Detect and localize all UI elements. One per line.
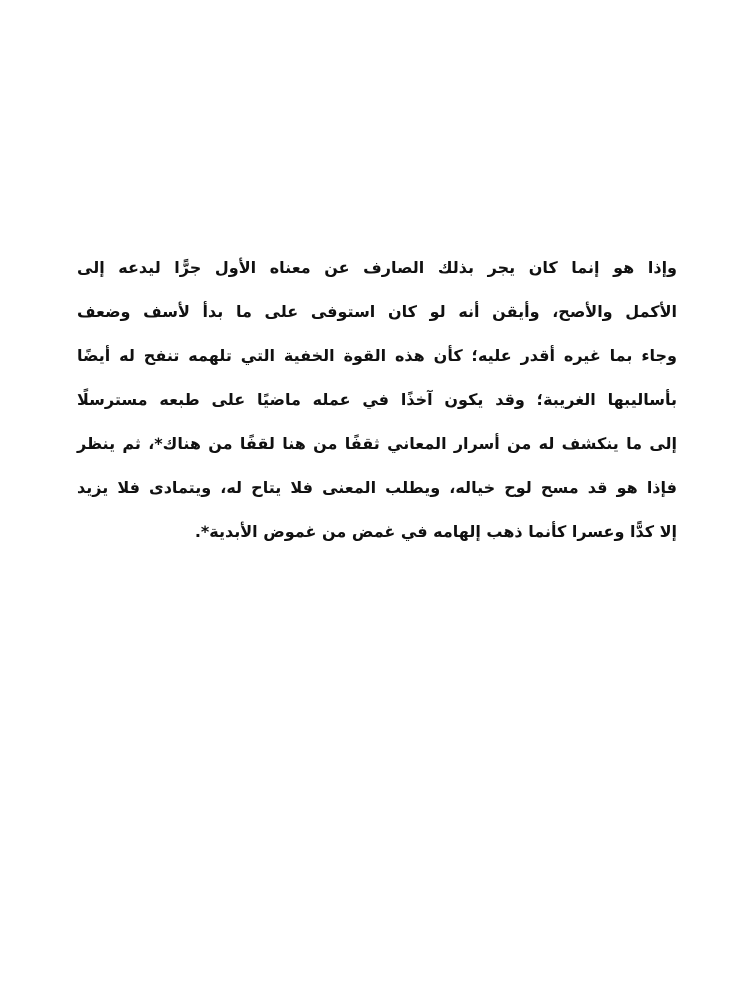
- arabic-paragraph: [77, 246, 677, 554]
- paragraph-line-4: بأساليبها الغريبة؛ وقد يكون آخذًا في عمله ماضيًا على طبعه مسترسلًا: [77, 390, 677, 409]
- paragraph-line-2: الأكمل والأصح، وأيقن أنه لو كان استوفى على ما بدأ لأسف وضعف: [77, 302, 677, 321]
- paragraph-line-5: إلى ما ينكشف له من أسرار المعاني ثقفًا من هنا لقفًا من هناك*، ثم ينظر: [77, 434, 677, 453]
- paragraph-line-3: وجاء بما غيره أقدر عليه؛ كأن هذه القوة الخفية التي تلهمه تنفح له أيضًا: [77, 346, 677, 365]
- paragraph-line-1: وإذا هو إنما كان يجر بذلك الصارف عن معناه الأول جرًّا ليدعه إلى: [77, 258, 677, 277]
- paragraph-line-7: إلا كدًّا وعسرا كأنما ذهب إلهامه في غمض من غموض الأبدية*.: [194, 522, 677, 541]
- paragraph-line-6: فإذا هو قد مسح لوح خياله، ويطلب المعنى فلا يتاح له، ويتمادى فلا يزيد: [77, 478, 677, 497]
